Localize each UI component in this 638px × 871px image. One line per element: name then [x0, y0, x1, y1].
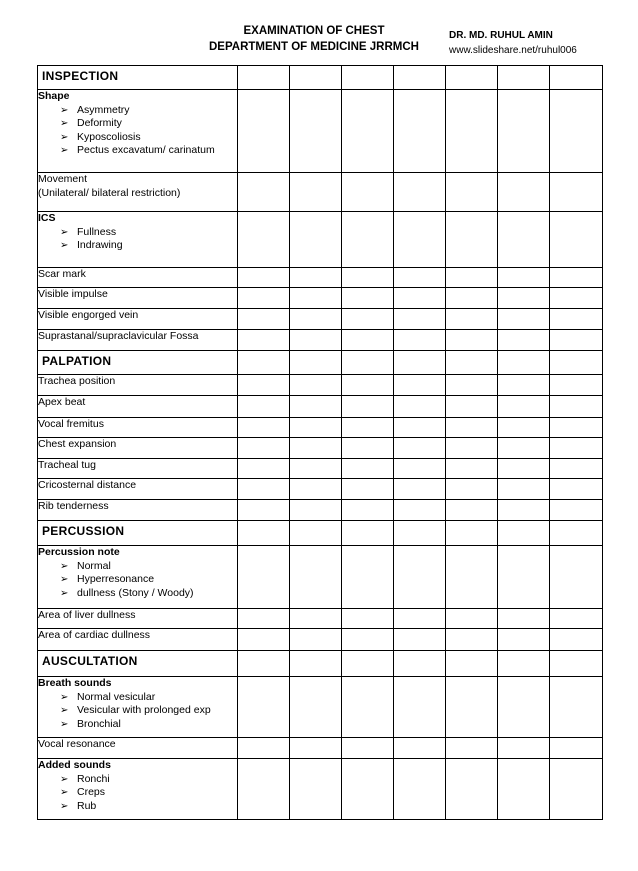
empty-entry-cell[interactable]	[550, 309, 603, 330]
empty-entry-cell[interactable]	[498, 212, 550, 268]
empty-entry-cell[interactable]	[498, 500, 550, 521]
empty-entry-cell[interactable]	[446, 459, 498, 479]
empty-entry-cell[interactable]	[498, 546, 550, 609]
table-row	[38, 375, 603, 396]
empty-entry-cell[interactable]	[238, 609, 290, 629]
group-heading: Shape	[38, 90, 70, 102]
empty-entry-cell[interactable]	[238, 375, 290, 396]
section-title: INSPECTION	[38, 66, 238, 90]
empty-entry-cell[interactable]	[498, 351, 550, 375]
empty-entry-cell[interactable]	[238, 212, 290, 268]
empty-entry-cell[interactable]	[446, 173, 498, 212]
empty-entry-cell[interactable]	[290, 500, 342, 521]
row-label: Apex beat	[38, 396, 238, 418]
table-row	[38, 479, 603, 500]
empty-entry-cell[interactable]	[394, 396, 446, 418]
empty-entry-cell[interactable]	[446, 330, 498, 351]
empty-entry-cell[interactable]	[238, 546, 290, 609]
empty-entry-cell[interactable]	[342, 521, 394, 546]
empty-entry-cell[interactable]	[290, 309, 342, 330]
empty-entry-cell[interactable]	[550, 438, 603, 459]
empty-entry-cell[interactable]	[498, 418, 550, 438]
empty-entry-cell[interactable]	[238, 351, 290, 375]
empty-entry-cell[interactable]	[290, 330, 342, 351]
empty-entry-cell[interactable]	[550, 351, 603, 375]
author-url: www.slideshare.net/ruhul006	[449, 45, 577, 56]
empty-entry-cell[interactable]	[498, 479, 550, 500]
empty-entry-cell[interactable]	[446, 759, 498, 820]
empty-entry-cell[interactable]	[238, 677, 290, 738]
row-label: Trachea position	[38, 375, 238, 396]
row-label: Suprastanal/supraclavicular Fossa	[38, 330, 238, 351]
bullet-list	[38, 226, 237, 253]
empty-entry-cell[interactable]	[550, 609, 603, 629]
table-row	[38, 396, 603, 418]
list-item-text: Fullness	[77, 225, 117, 238]
empty-entry-cell[interactable]	[394, 500, 446, 521]
arrow-bullet-icon: ➢	[60, 718, 69, 730]
empty-entry-cell[interactable]	[498, 438, 550, 459]
empty-entry-cell[interactable]	[238, 500, 290, 521]
empty-entry-cell[interactable]	[290, 609, 342, 629]
row-group-label	[38, 759, 238, 820]
empty-entry-cell[interactable]	[446, 375, 498, 396]
list-item	[60, 800, 237, 814]
list-item	[60, 560, 237, 574]
empty-entry-cell[interactable]	[550, 212, 603, 268]
empty-entry-cell[interactable]	[394, 288, 446, 309]
group-heading: Breath sounds	[38, 677, 112, 689]
empty-entry-cell[interactable]	[342, 212, 394, 268]
empty-entry-cell[interactable]	[446, 738, 498, 759]
empty-entry-cell[interactable]	[290, 173, 342, 212]
table-row	[38, 738, 603, 759]
empty-entry-cell[interactable]	[342, 438, 394, 459]
empty-entry-cell[interactable]	[342, 90, 394, 173]
empty-entry-cell[interactable]	[238, 459, 290, 479]
empty-entry-cell[interactable]	[394, 351, 446, 375]
empty-entry-cell[interactable]	[394, 629, 446, 651]
empty-entry-cell[interactable]	[550, 330, 603, 351]
group-heading: Percussion note	[38, 546, 120, 558]
empty-entry-cell[interactable]	[550, 651, 603, 677]
examination-table	[37, 65, 603, 820]
table-row	[38, 288, 603, 309]
list-item	[60, 144, 237, 158]
list-item-text: Rub	[77, 799, 97, 812]
empty-entry-cell[interactable]	[238, 521, 290, 546]
empty-entry-cell[interactable]	[290, 629, 342, 651]
arrow-bullet-icon: ➢	[60, 240, 69, 252]
empty-entry-cell[interactable]	[394, 546, 446, 609]
row-group-label	[38, 212, 238, 268]
list-item	[60, 131, 237, 145]
table-row	[38, 173, 603, 212]
empty-entry-cell[interactable]	[498, 629, 550, 651]
list-item-text: Pectus excavatum/ carinatum	[77, 144, 215, 157]
section-header-row	[38, 521, 603, 546]
row-label-line: (Unilateral/ bilateral restriction)	[38, 186, 181, 199]
author-block	[449, 28, 629, 58]
empty-entry-cell[interactable]	[290, 438, 342, 459]
list-item-text: dullness (Stony / Woody)	[77, 586, 194, 599]
section-header-row	[38, 651, 603, 677]
empty-entry-cell[interactable]	[394, 521, 446, 546]
empty-entry-cell[interactable]	[290, 677, 342, 738]
empty-entry-cell[interactable]	[446, 521, 498, 546]
empty-entry-cell[interactable]	[238, 268, 290, 288]
empty-entry-cell[interactable]	[550, 268, 603, 288]
empty-entry-cell[interactable]	[498, 651, 550, 677]
empty-entry-cell[interactable]	[238, 629, 290, 651]
empty-entry-cell[interactable]	[290, 521, 342, 546]
empty-entry-cell[interactable]	[342, 309, 394, 330]
list-item	[60, 573, 237, 587]
empty-entry-cell[interactable]	[550, 500, 603, 521]
arrow-bullet-icon: ➢	[60, 226, 69, 238]
empty-entry-cell[interactable]	[290, 90, 342, 173]
list-item-text: Normal	[77, 559, 111, 572]
table-row	[38, 500, 603, 521]
section-title: PALPATION	[38, 351, 238, 375]
empty-entry-cell[interactable]	[550, 738, 603, 759]
row-label: Rib tenderness	[38, 500, 238, 521]
empty-entry-cell[interactable]	[342, 629, 394, 651]
empty-entry-cell[interactable]	[498, 738, 550, 759]
empty-entry-cell[interactable]	[498, 309, 550, 330]
empty-entry-cell[interactable]	[290, 212, 342, 268]
table-row	[38, 546, 603, 609]
empty-entry-cell[interactable]	[446, 677, 498, 738]
empty-entry-cell[interactable]	[238, 759, 290, 820]
list-item-text: Creps	[77, 786, 106, 799]
bullet-list	[38, 104, 237, 158]
empty-entry-cell[interactable]	[550, 396, 603, 418]
empty-entry-cell[interactable]	[342, 375, 394, 396]
empty-entry-cell[interactable]	[342, 330, 394, 351]
empty-entry-cell[interactable]	[498, 66, 550, 90]
empty-entry-cell[interactable]	[342, 546, 394, 609]
empty-entry-cell[interactable]	[446, 651, 498, 677]
table-row	[38, 677, 603, 738]
table-row	[38, 629, 603, 651]
empty-entry-cell[interactable]	[446, 66, 498, 90]
empty-entry-cell[interactable]	[446, 288, 498, 309]
author-name: DR. MD. RUHUL AMIN	[449, 30, 553, 41]
empty-entry-cell[interactable]	[550, 459, 603, 479]
empty-entry-cell[interactable]	[550, 90, 603, 173]
empty-entry-cell[interactable]	[498, 459, 550, 479]
arrow-bullet-icon: ➢	[60, 145, 69, 157]
section-header-row	[38, 66, 603, 90]
empty-entry-cell[interactable]	[394, 459, 446, 479]
empty-entry-cell[interactable]	[290, 459, 342, 479]
arrow-bullet-icon: ➢	[60, 574, 69, 586]
row-label-line: Movement	[38, 173, 88, 185]
empty-entry-cell[interactable]	[238, 438, 290, 459]
empty-entry-cell[interactable]	[238, 309, 290, 330]
list-item	[60, 691, 237, 705]
empty-entry-cell[interactable]	[290, 375, 342, 396]
arrow-bullet-icon: ➢	[60, 587, 69, 599]
list-item	[60, 117, 237, 131]
list-item-text: Ronchi	[77, 772, 110, 785]
empty-entry-cell[interactable]	[550, 546, 603, 609]
table-row	[38, 212, 603, 268]
empty-entry-cell[interactable]	[446, 546, 498, 609]
empty-entry-cell[interactable]	[394, 268, 446, 288]
empty-entry-cell[interactable]	[394, 309, 446, 330]
empty-entry-cell[interactable]	[238, 330, 290, 351]
empty-entry-cell[interactable]	[342, 396, 394, 418]
page-header	[0, 0, 638, 68]
arrow-bullet-icon: ➢	[60, 104, 69, 116]
empty-entry-cell[interactable]	[238, 479, 290, 500]
empty-entry-cell[interactable]	[498, 521, 550, 546]
list-item-text: Asymmetry	[77, 103, 130, 116]
list-item	[60, 226, 237, 240]
empty-entry-cell[interactable]	[550, 677, 603, 738]
table-row	[38, 309, 603, 330]
empty-entry-cell[interactable]	[498, 268, 550, 288]
empty-entry-cell[interactable]	[238, 651, 290, 677]
arrow-bullet-icon: ➢	[60, 787, 69, 799]
empty-entry-cell[interactable]	[446, 309, 498, 330]
empty-entry-cell[interactable]	[550, 173, 603, 212]
bullet-list	[38, 691, 237, 732]
empty-entry-cell[interactable]	[342, 738, 394, 759]
empty-entry-cell[interactable]	[342, 288, 394, 309]
empty-entry-cell[interactable]	[238, 66, 290, 90]
empty-entry-cell[interactable]	[342, 173, 394, 212]
empty-entry-cell[interactable]	[290, 418, 342, 438]
empty-entry-cell[interactable]	[290, 268, 342, 288]
empty-entry-cell[interactable]	[446, 396, 498, 418]
empty-entry-cell[interactable]	[498, 609, 550, 629]
list-item	[60, 587, 237, 601]
row-label: Tracheal tug	[38, 459, 238, 479]
empty-entry-cell[interactable]	[342, 500, 394, 521]
row-label: Visible engorged vein	[38, 309, 238, 330]
empty-entry-cell[interactable]	[342, 479, 394, 500]
empty-entry-cell[interactable]	[342, 459, 394, 479]
table-row	[38, 609, 603, 629]
document-title	[180, 23, 448, 55]
empty-entry-cell[interactable]	[394, 738, 446, 759]
list-item	[60, 773, 237, 787]
table-row	[38, 268, 603, 288]
empty-entry-cell[interactable]	[238, 418, 290, 438]
empty-entry-cell[interactable]	[446, 351, 498, 375]
empty-entry-cell[interactable]	[290, 66, 342, 90]
empty-entry-cell[interactable]	[394, 677, 446, 738]
table-row	[38, 330, 603, 351]
row-group-label	[38, 546, 238, 609]
list-item	[60, 718, 237, 732]
list-item-text: Hyperresonance	[77, 573, 155, 586]
empty-entry-cell[interactable]	[290, 759, 342, 820]
list-item-text: Kyposcoliosis	[77, 130, 141, 143]
bullet-list	[38, 773, 237, 814]
empty-entry-cell[interactable]	[290, 351, 342, 375]
row-label: Visible impulse	[38, 288, 238, 309]
row-label: Scar mark	[38, 268, 238, 288]
arrow-bullet-icon: ➢	[60, 800, 69, 812]
empty-entry-cell[interactable]	[290, 396, 342, 418]
empty-entry-cell[interactable]	[342, 268, 394, 288]
empty-entry-cell[interactable]	[446, 479, 498, 500]
empty-entry-cell[interactable]	[498, 173, 550, 212]
group-heading: Added sounds	[38, 759, 111, 771]
bullet-list	[38, 560, 237, 601]
row-label: Chest expansion	[38, 438, 238, 459]
list-item-text: Indrawing	[77, 239, 123, 252]
empty-entry-cell[interactable]	[394, 330, 446, 351]
empty-entry-cell[interactable]	[342, 759, 394, 820]
empty-entry-cell[interactable]	[550, 288, 603, 309]
empty-entry-cell[interactable]	[290, 479, 342, 500]
empty-entry-cell[interactable]	[394, 66, 446, 90]
empty-entry-cell[interactable]	[238, 738, 290, 759]
section-title: AUSCULTATION	[38, 651, 238, 677]
empty-entry-cell[interactable]	[446, 268, 498, 288]
arrow-bullet-icon: ➢	[60, 705, 69, 717]
table-row	[38, 90, 603, 173]
list-item	[60, 704, 237, 718]
row-group-label	[38, 677, 238, 738]
empty-entry-cell[interactable]	[394, 651, 446, 677]
table-row	[38, 418, 603, 438]
empty-entry-cell[interactable]	[342, 66, 394, 90]
section-header-row	[38, 351, 603, 375]
list-item	[60, 104, 237, 118]
empty-entry-cell[interactable]	[446, 90, 498, 173]
empty-entry-cell[interactable]	[498, 288, 550, 309]
empty-entry-cell[interactable]	[394, 479, 446, 500]
list-item	[60, 239, 237, 253]
row-label: Vocal resonance	[38, 738, 238, 759]
arrow-bullet-icon: ➢	[60, 691, 69, 703]
empty-entry-cell[interactable]	[342, 351, 394, 375]
list-item-text: Vesicular with prolonged exp	[77, 704, 211, 717]
empty-entry-cell[interactable]	[446, 418, 498, 438]
list-item	[60, 786, 237, 800]
empty-entry-cell[interactable]	[342, 418, 394, 438]
arrow-bullet-icon: ➢	[60, 131, 69, 143]
arrow-bullet-icon: ➢	[60, 118, 69, 130]
empty-entry-cell[interactable]	[498, 677, 550, 738]
empty-entry-cell[interactable]	[342, 609, 394, 629]
empty-entry-cell[interactable]	[498, 330, 550, 351]
row-label: Area of cardiac dullness	[38, 629, 238, 651]
empty-entry-cell[interactable]	[498, 375, 550, 396]
empty-entry-cell[interactable]	[550, 479, 603, 500]
empty-entry-cell[interactable]	[238, 288, 290, 309]
row-group-label	[38, 90, 238, 173]
arrow-bullet-icon: ➢	[60, 773, 69, 785]
list-item-text: Deformity	[77, 117, 122, 130]
empty-entry-cell[interactable]	[550, 375, 603, 396]
empty-entry-cell[interactable]	[290, 288, 342, 309]
title-line-2: DEPARTMENT OF MEDICINE JRRMCH	[209, 41, 419, 53]
empty-entry-cell[interactable]	[498, 90, 550, 173]
empty-entry-cell[interactable]	[498, 759, 550, 820]
row-label: Area of liver dullness	[38, 609, 238, 629]
empty-entry-cell[interactable]	[394, 212, 446, 268]
empty-entry-cell[interactable]	[394, 173, 446, 212]
empty-entry-cell[interactable]	[394, 609, 446, 629]
empty-entry-cell[interactable]	[550, 521, 603, 546]
empty-entry-cell[interactable]	[394, 90, 446, 173]
table-row	[38, 438, 603, 459]
empty-entry-cell[interactable]	[290, 738, 342, 759]
title-line-1: EXAMINATION OF CHEST	[243, 25, 385, 37]
row-label	[38, 173, 238, 212]
empty-entry-cell[interactable]	[394, 418, 446, 438]
empty-entry-cell[interactable]	[550, 66, 603, 90]
list-item-text: Bronchial	[77, 717, 121, 730]
empty-entry-cell[interactable]	[446, 609, 498, 629]
empty-entry-cell[interactable]	[550, 759, 603, 820]
empty-entry-cell[interactable]	[238, 173, 290, 212]
empty-entry-cell[interactable]	[342, 677, 394, 738]
group-heading: ICS	[38, 212, 56, 224]
empty-entry-cell[interactable]	[550, 418, 603, 438]
table-row	[38, 759, 603, 820]
empty-entry-cell[interactable]	[394, 438, 446, 459]
empty-entry-cell[interactable]	[446, 212, 498, 268]
empty-entry-cell[interactable]	[446, 438, 498, 459]
empty-entry-cell[interactable]	[238, 90, 290, 173]
empty-entry-cell[interactable]	[394, 375, 446, 396]
empty-entry-cell[interactable]	[446, 629, 498, 651]
empty-entry-cell[interactable]	[238, 396, 290, 418]
empty-entry-cell[interactable]	[394, 759, 446, 820]
table-row	[38, 459, 603, 479]
empty-entry-cell[interactable]	[550, 629, 603, 651]
list-item-text: Normal vesicular	[77, 690, 156, 703]
row-label: Cricosternal distance	[38, 479, 238, 500]
empty-entry-cell[interactable]	[342, 651, 394, 677]
row-label: Vocal fremitus	[38, 418, 238, 438]
empty-entry-cell[interactable]	[290, 651, 342, 677]
arrow-bullet-icon: ➢	[60, 560, 69, 572]
empty-entry-cell[interactable]	[498, 396, 550, 418]
section-title: PERCUSSION	[38, 521, 238, 546]
empty-entry-cell[interactable]	[446, 500, 498, 521]
empty-entry-cell[interactable]	[290, 546, 342, 609]
